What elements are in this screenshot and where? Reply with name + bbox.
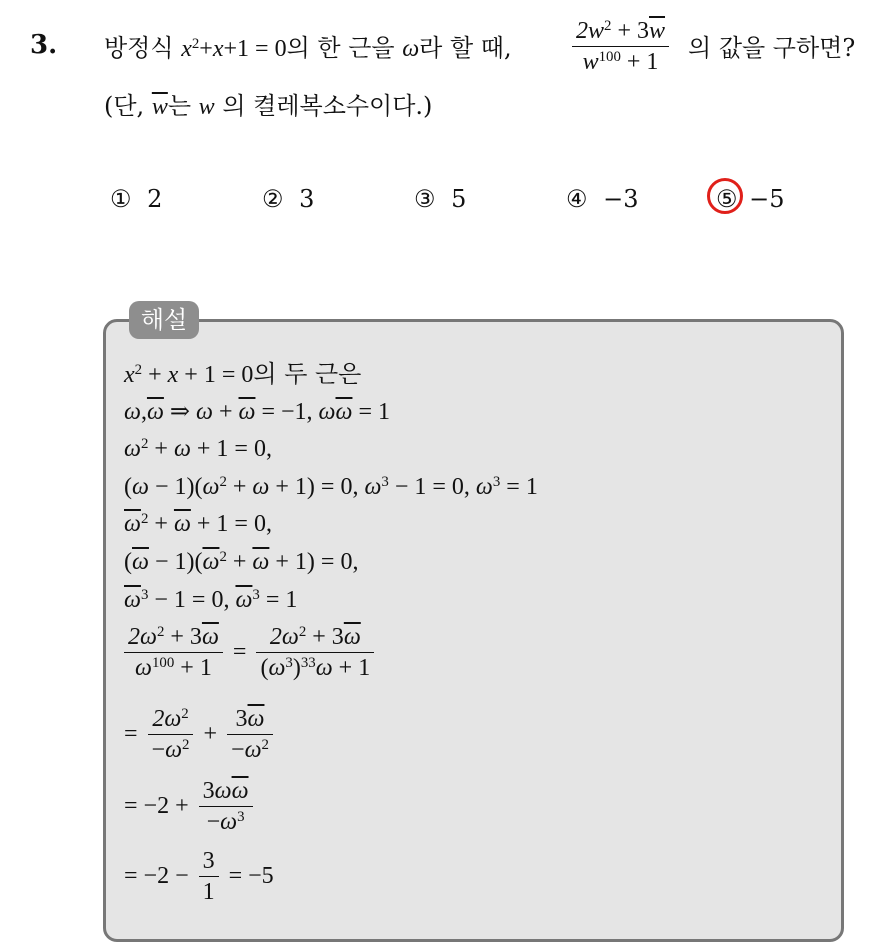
choice-1[interactable]	[110, 184, 162, 214]
choice-3-symbol: ③	[414, 185, 436, 213]
choice-4[interactable]	[566, 184, 639, 214]
choice-4-value: −3	[603, 185, 639, 213]
choice-2[interactable]	[262, 184, 314, 214]
solution-line-9: = $\frac{2\omega^2}{-\omega^2}$ + $\frac{3\overline{\omega}}{-\omega^2}$	[124, 704, 277, 765]
choice-1-value: 2	[147, 185, 163, 213]
question-note: (단, $\overline{w}$는 w 의 켤레복소수이다.)	[104, 92, 433, 120]
question-equation: $x^2+x+1 = 0$	[181, 35, 287, 62]
choice-4-symbol: ④	[566, 185, 588, 213]
question-line-1	[104, 32, 512, 65]
question-after-eq: 의 한 근을	[286, 34, 395, 62]
choice-5-value: −5	[749, 185, 785, 213]
solution-line-4: $(\omega - 1)(\omega^2 + \omega + 1) = 0$, $\omega^3 - 1 = 0$, $\omega^3 = 1$	[124, 473, 538, 500]
selected-answer-circle-mark	[707, 178, 743, 214]
solution-line-1: $x^2 + x + 1 = 0$의 두 근은	[124, 360, 362, 388]
solution-line-2: $\omega,\overline{\omega}$ ⇒ $\omega + \overline{\omega} = -1$, $\omega\overline{\omega} = 1$	[124, 399, 390, 425]
question-tail: 의 값을 구하면?	[688, 34, 856, 62]
omega-symbol: ω	[402, 36, 420, 62]
choice-1-symbol: ①	[110, 185, 132, 213]
question-number: 3.	[30, 30, 58, 60]
question-fraction: $\frac{2w^2 + 3\overline{w}}{w^{100} + 1}$	[568, 16, 673, 77]
choice-5-symbol: ⑤	[716, 185, 738, 213]
question-after-omega: 라 할 때,	[419, 34, 512, 62]
choice-3[interactable]	[414, 184, 466, 214]
solution-line-6: $(\overline{\omega} - 1)(\overline{\omega}^2 + \overline{\omega} + 1) = 0$,	[124, 548, 359, 575]
choice-3-value: 5	[451, 185, 467, 213]
choice-2-value: 3	[299, 185, 315, 213]
question-prefix: 방정식	[104, 34, 174, 62]
solution-line-8: $\frac{2\omega^2 + 3\overline{\omega}}{\omega^{100} + 1}$ = $\frac{2\omega^2 + 3\overline{\omega}}{(\omega^3)^{33}\omega + 1}$	[124, 622, 378, 683]
choice-2-symbol: ②	[262, 185, 284, 213]
solution-line-3: $\omega^2 + \omega + 1 = 0$,	[124, 435, 272, 462]
solution-line-10: = −2 + $\frac{3\omega\overline{\omega}}{-\omega^3}$	[124, 776, 257, 837]
solution-line-5: $\overline{\omega}^2 + \overline{\omega} + 1 = 0$,	[124, 510, 272, 537]
solution-line-11: = −2 − $\frac{3}{1}$ = −5	[124, 848, 274, 905]
solution-badge: 해설	[129, 301, 199, 339]
solution-line-7: $\overline{\omega}^3 - 1 = 0$, $\overline{\omega}^3 = 1$	[124, 586, 298, 613]
